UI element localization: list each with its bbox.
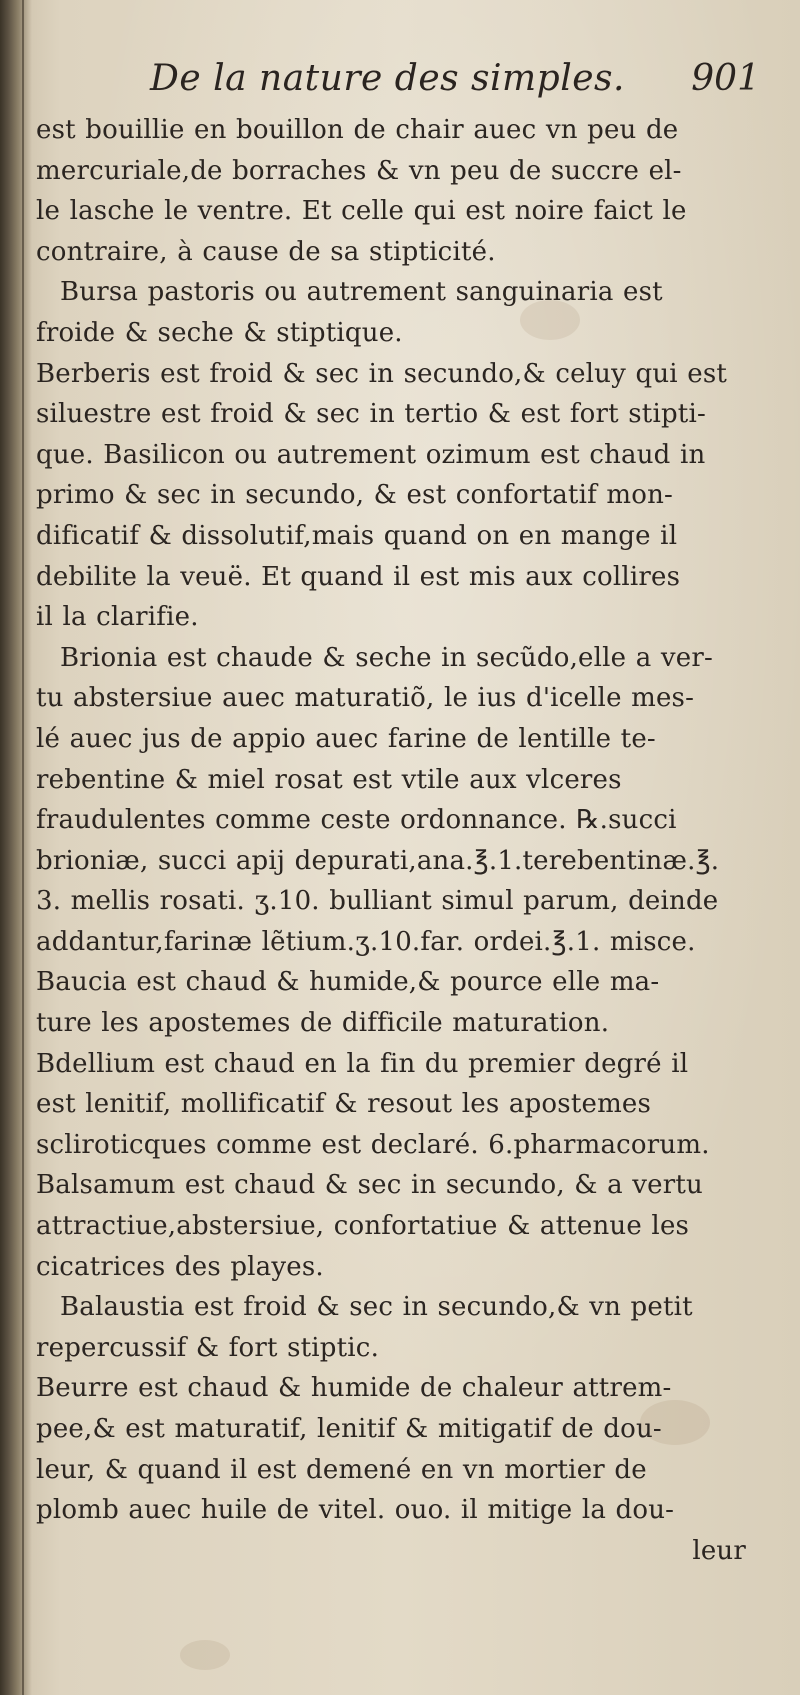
text-line: le lasche le ventre. Et celle qui est noire faict le (36, 196, 687, 227)
text-line: plomb auec huile de vitel. ouo. il mitige la dou- (36, 1495, 675, 1526)
text-line: il la clarifie. (36, 602, 199, 633)
entry-start-line: Berberis est froid & sec in secundo,& celuy qui est (36, 358, 728, 389)
text-line: rebentine & miel rosat est vtile aux vlceres (36, 764, 622, 795)
text-line: repercussif & fort stiptic. (36, 1332, 380, 1363)
binding-shadow (0, 0, 32, 1695)
text-line: lé auec jus de appio auec farine de lentille te- (36, 723, 656, 754)
entry-start-line: Brionia est chaude & seche in secũdo,elle a ver- (60, 642, 713, 673)
text-line: scliroticques comme est declaré. 6.pharmacorum. (36, 1129, 710, 1160)
gutter-line (22, 0, 24, 1695)
text-line: debilite la veuë. Et quand il est mis aux collires (36, 561, 681, 592)
text-line: que. Basilicon ou autrement ozimum est chaud in (36, 439, 706, 470)
recipe-line: addantur,farinæ lẽtium.ʒ.10.far. ordei.℥.1. misce. (36, 926, 696, 957)
running-head (150, 58, 760, 108)
text-line: pee,& est maturatif, lenitif & mitigatif de dou- (36, 1414, 662, 1444)
entry-start-line: Bdellium est chaud en la fin du premier degré il (36, 1048, 689, 1079)
text-line: cicatrices des playes. (36, 1251, 324, 1282)
text-line: tu abstersiue auec maturatiõ, le ius d'icelle mes- (36, 683, 695, 714)
entry-start-line: Beurre est chaud & humide de chaleur attrem- (36, 1373, 672, 1404)
catchword: leur (692, 1535, 746, 1566)
entry-start-line: Balaustia est froid & sec in secundo,& vn petit (60, 1292, 693, 1323)
recipe-line: brioniæ, succi apij depurati,ana.℥.1.terebentinæ.℥. (36, 845, 720, 876)
page-number: 901 (691, 58, 760, 99)
paper-stain (180, 1640, 230, 1670)
text-line: dificatif & dissolutif,mais quand on en mange il (36, 520, 678, 551)
text-line: est bouillie en bouillon de chair auec vn peu de (36, 115, 679, 145)
text-line: leur, & quand il est demené en vn mortier de (36, 1454, 647, 1485)
text-line: attractiue,abstersiue, confortatiue & attenue les (36, 1211, 690, 1242)
text-line: est lenitif, mollificatif & resout les apostemes (36, 1089, 652, 1120)
text-line: fraudulentes comme ceste ordonnance. ℞.succi (36, 805, 677, 836)
text-line: mercuriale,de borraches & vn peu de succre el- (36, 155, 682, 186)
text-line: siluestre est froid & sec in tertio & est fort stipti- (36, 399, 706, 430)
page-title: De la nature des simples. (150, 58, 625, 99)
recipe-line: 3. mellis rosati. ʒ.10. bulliant simul parum, deinde (36, 886, 719, 917)
entry-start-line: Balsamum est chaud & sec in secundo, & a vertu (36, 1170, 703, 1201)
text-line: contraire, à cause de sa stipticité. (36, 236, 496, 267)
text-line: ture les apostemes de difficile maturation. (36, 1008, 610, 1039)
body-text (36, 110, 754, 1571)
entry-start-line: Baucia est chaud & humide,& pource elle ma- (36, 967, 660, 998)
text-line: froide & seche & stiptique. (36, 317, 403, 348)
text-line: primo & sec in secundo, & est confortatif mon- (36, 480, 674, 511)
entry-start-line: Bursa pastoris ou autrement sanguinaria est (60, 277, 663, 308)
